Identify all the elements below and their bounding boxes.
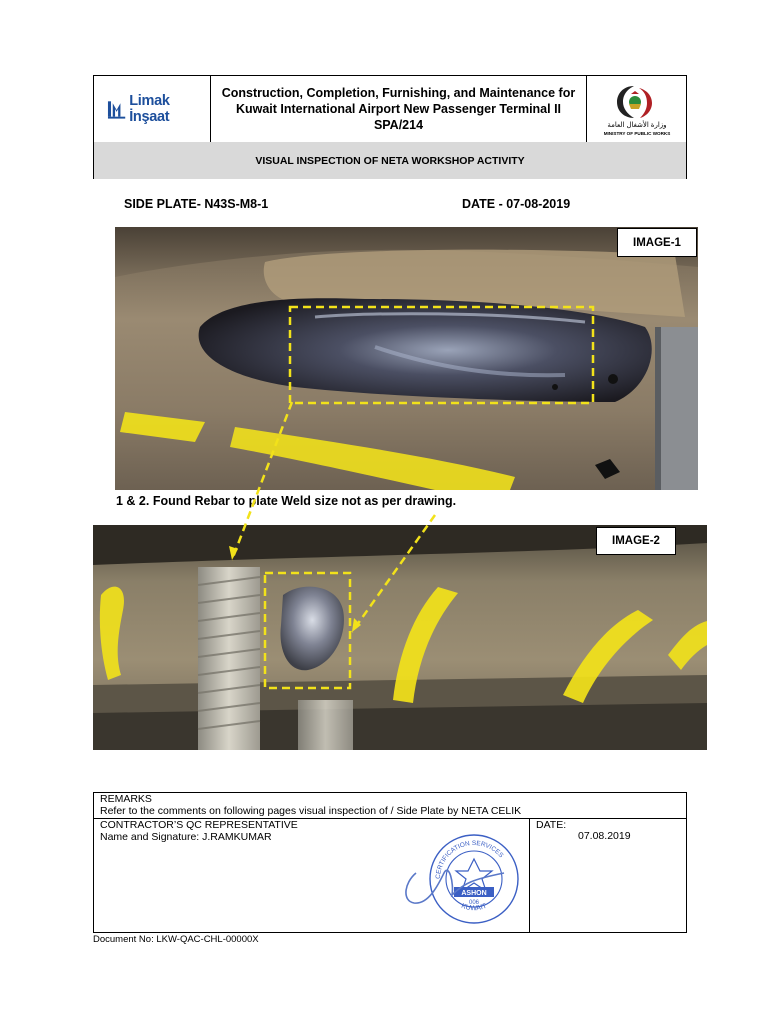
inspection-date: DATE - 07-08-2019 — [462, 197, 571, 211]
stamp-number: 006 — [468, 900, 480, 906]
document-number: Document No: LKW-QAC-CHL-00000X — [93, 934, 259, 945]
project-title: Construction, Completion, Furnishing, and Maintenance for Kuwait International Airport New Passenger Terminal II SPA/214 — [221, 86, 576, 132]
image-2-label: IMAGE-2 — [596, 527, 676, 555]
remarks-heading: REMARKS — [100, 793, 152, 805]
remarks-text: Refer to the comments on following pages visual inspection of / Side Plate by NETA CELIK — [100, 805, 522, 817]
side-plate-id: SIDE PLATE- N43S-M8-1 — [124, 197, 269, 211]
report-title: VISUAL INSPECTION OF NETA WORKSHOP ACTIVITY — [255, 154, 525, 167]
date-value: 07.08.2019 — [578, 830, 631, 842]
finding-caption: 1 & 2. Found Rebar to plate Weld size not as per drawing. — [116, 494, 457, 508]
stamp-bottom-text: KUWAIT — [460, 902, 488, 913]
signature-mark — [394, 843, 514, 913]
ministry-name-english: MINISTRY OF PUBLIC WORKS — [603, 131, 671, 136]
company-logo-text: Limak İnşaat — [129, 93, 170, 125]
date-label: DATE: — [536, 819, 567, 831]
image-1-label: IMAGE-1 — [617, 228, 697, 257]
remarks-table — [93, 792, 687, 933]
ministry-name-arabic: وزارة الأشغال العامة — [607, 122, 667, 129]
stamp-top-text: CERTIFICATION SERVICES — [434, 839, 505, 880]
name-and-signature: Name and Signature: J.RAMKUMAR — [100, 831, 272, 843]
qc-representative-label: CONTRACTOR’S QC REPRESENTATIVE — [100, 819, 298, 831]
stamp-center-text: ASHON — [461, 890, 487, 897]
date-column-divider — [529, 818, 530, 933]
